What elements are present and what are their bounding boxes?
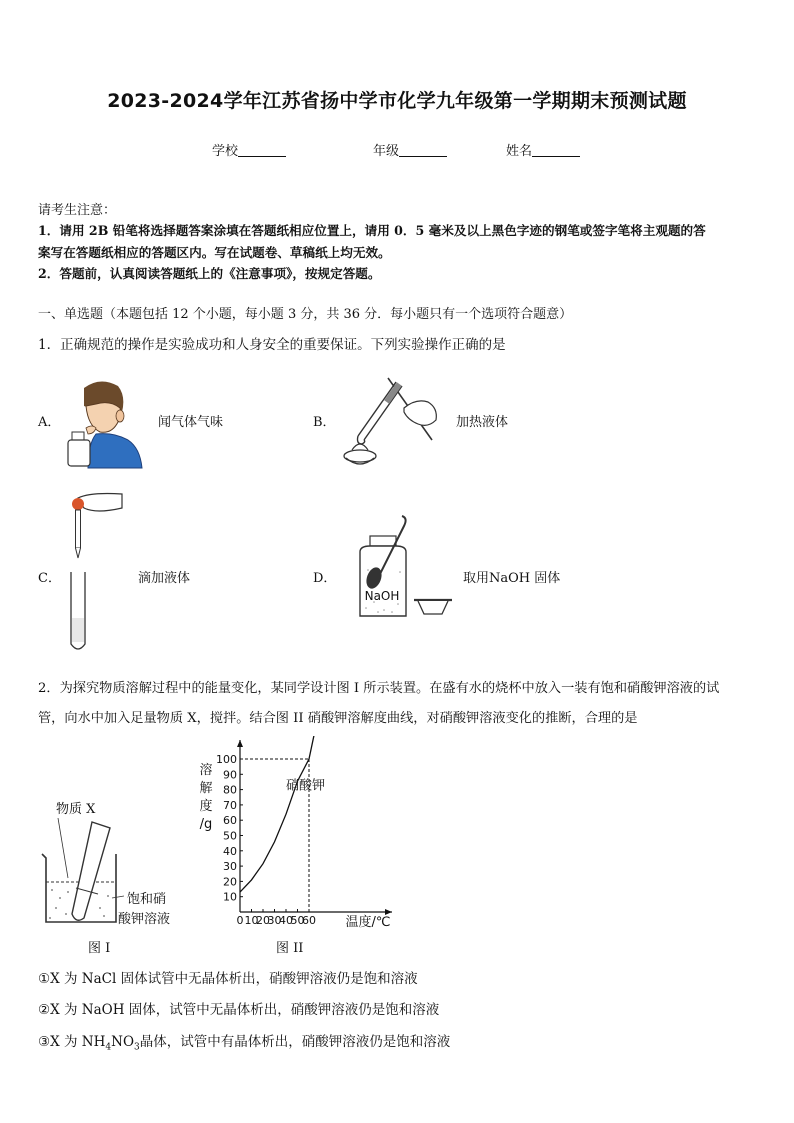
series-label: 硝酸钾: [286, 778, 326, 794]
statement-3-mid: NO: [111, 1034, 135, 1050]
notice-heading: 请考生注意：: [38, 203, 117, 218]
x-tick-label-10: 10: [244, 914, 259, 927]
notice-item-1-line-2: 案写在答题纸相应的答题区内。写在试题卷、草稿纸上均无效。: [38, 245, 391, 260]
question-2-stem-line-2: 管，向水中加入足量物质 X，搅拌。结合图 II 硝酸钾溶解度曲线，对硝酸钾溶液变化的推断，合理的是: [38, 711, 638, 726]
grade-blank: [399, 143, 447, 157]
x-label: 温度/℃: [345, 915, 391, 930]
y-tick-label-30: 30: [223, 860, 237, 874]
statement-3: [38, 1030, 450, 1053]
notice-item-1-line-1: 1．请用 2B 铅笔将选择题答案涂填在答题纸相应位置上，请用 0．5 毫米及以上黑色字迹的钢笔或签字笔将主观题的答: [38, 223, 706, 238]
test-tube-bottom: [358, 436, 365, 444]
school-label: 学校: [212, 144, 239, 159]
school-blank: [238, 143, 286, 157]
option-a-letter: A．: [38, 415, 61, 430]
fig1-label-x: 物质 X: [56, 802, 96, 817]
question-1-stem: 1．正确规范的操作是实验成功和人身安全的重要保证。下列实验操作正确的是: [38, 337, 506, 353]
y-label-char-1: 解: [199, 781, 213, 796]
fig1-beaker-image: [38, 818, 124, 928]
grade-label: 年级: [373, 144, 400, 159]
x-tick-label-40: 40: [279, 914, 293, 927]
boy-ear: [116, 410, 124, 422]
x-tick-label-20: 20: [256, 914, 270, 927]
test-tube-wall-1: [358, 382, 396, 436]
statement-3-sub-1: 4: [105, 1042, 112, 1053]
dropper-bulb: [72, 498, 84, 510]
x-tick-label-30: 30: [267, 914, 282, 927]
y-label-char-3: /g: [199, 817, 213, 832]
boy-hand: [86, 426, 96, 434]
fig1-solution-line-1: 饱和硝: [127, 892, 167, 907]
x-tick-label-60: 60: [302, 914, 316, 927]
option-d-letter: D．: [313, 571, 337, 586]
grade-field: [373, 140, 447, 159]
fig1-test-tube: [72, 822, 110, 920]
option-b-text-visible: 加热液体: [456, 415, 509, 430]
y-tick-label-50: 50: [223, 829, 237, 843]
y-tick-label-10: 10: [223, 890, 237, 904]
option-a-image: [66, 378, 146, 470]
school-field: [212, 140, 286, 159]
flame: [352, 444, 368, 450]
option-d-text: 取用NaOH 固体: [463, 571, 561, 586]
section-1-heading: 一、单选题（本题包括 12 个小题，每小题 3 分，共 36 分．每小题只有一个选项符合题意）: [38, 307, 573, 322]
statement-3-sub-2: 3: [134, 1042, 140, 1053]
y-tick-label-20: 20: [223, 875, 237, 889]
fig1-pointer: [58, 818, 68, 878]
x-tick-label-0: 0: [236, 914, 244, 927]
fig2-caption: 图 II: [276, 941, 304, 956]
page-title: 2023-2024学年江苏省扬中学市化学九年级第一学期期末预测试题: [107, 90, 687, 112]
bottle-neck: [72, 432, 84, 440]
y-tick-label-80: 80: [223, 783, 237, 797]
y-tick-label-60: 60: [223, 814, 237, 828]
statement-2: ②X 为 NaOH 固体，试管中无晶体析出，硝酸钾溶液仍是饱和溶液: [38, 1002, 440, 1018]
dropper-tube: [76, 510, 81, 548]
y-tick-label-100: 100: [216, 753, 237, 766]
bottle-label: NaOH: [364, 589, 400, 603]
option-d-image: [354, 512, 454, 620]
question-2-stem-line-1: 2．为探究物质溶解过程中的能量变化，某同学设计图 I 所示装置。在盛有水的烧杯中放入一装有饱和硝酸钾溶液的试: [38, 681, 720, 696]
y-tick-label-90: 90: [223, 768, 237, 782]
hand: [404, 401, 436, 425]
solubility-chart: [196, 736, 400, 932]
x-tick-label-50: 50: [290, 914, 305, 927]
y-axis-arrow: [237, 740, 243, 747]
fig1-pointer-2: [112, 896, 124, 898]
option-b-image: [338, 372, 444, 472]
bottle-neck: [370, 536, 396, 546]
y-tick-label-40: 40: [223, 844, 237, 858]
test-tube-liquid: [72, 618, 84, 642]
name-blank: [532, 143, 580, 157]
fig1-caption: 图 I: [88, 941, 111, 956]
option-c-image: [62, 488, 128, 656]
statement-3-suffix: 晶体，试管中有晶体析出，硝酸钾溶液仍是饱和溶液: [139, 1034, 451, 1050]
statement-1: ①X 为 NaCl 固体试管中无晶体析出，硝酸钾溶液仍是饱和溶液: [38, 971, 418, 987]
test-tube-wall-2: [364, 386, 402, 440]
y-tick-label-70: 70: [223, 798, 237, 812]
notice-item-2: 2．答题前，认真阅读答题纸上的《注意事项》，按规定答题。: [38, 266, 381, 281]
statement-3-prefix: ③X 为 NH: [38, 1034, 106, 1050]
name-label: 姓名: [506, 144, 533, 159]
name-field: [506, 140, 580, 159]
y-label-char-2: 度: [199, 799, 213, 814]
bottle-body: [68, 440, 90, 466]
fig1-solution-line-2: 酸钾溶液: [118, 912, 171, 927]
dropper-tip: [76, 548, 81, 558]
y-label-char-0: 溶: [199, 763, 213, 778]
dish-body: [418, 601, 448, 614]
hand: [78, 494, 122, 512]
option-c-letter: C．: [38, 571, 61, 586]
option-b-letter: B．: [313, 415, 336, 430]
boy-shirt: [88, 434, 142, 468]
option-a-text: 闻气体气味: [158, 415, 224, 430]
option-c-text: 滴加液体: [138, 571, 191, 586]
